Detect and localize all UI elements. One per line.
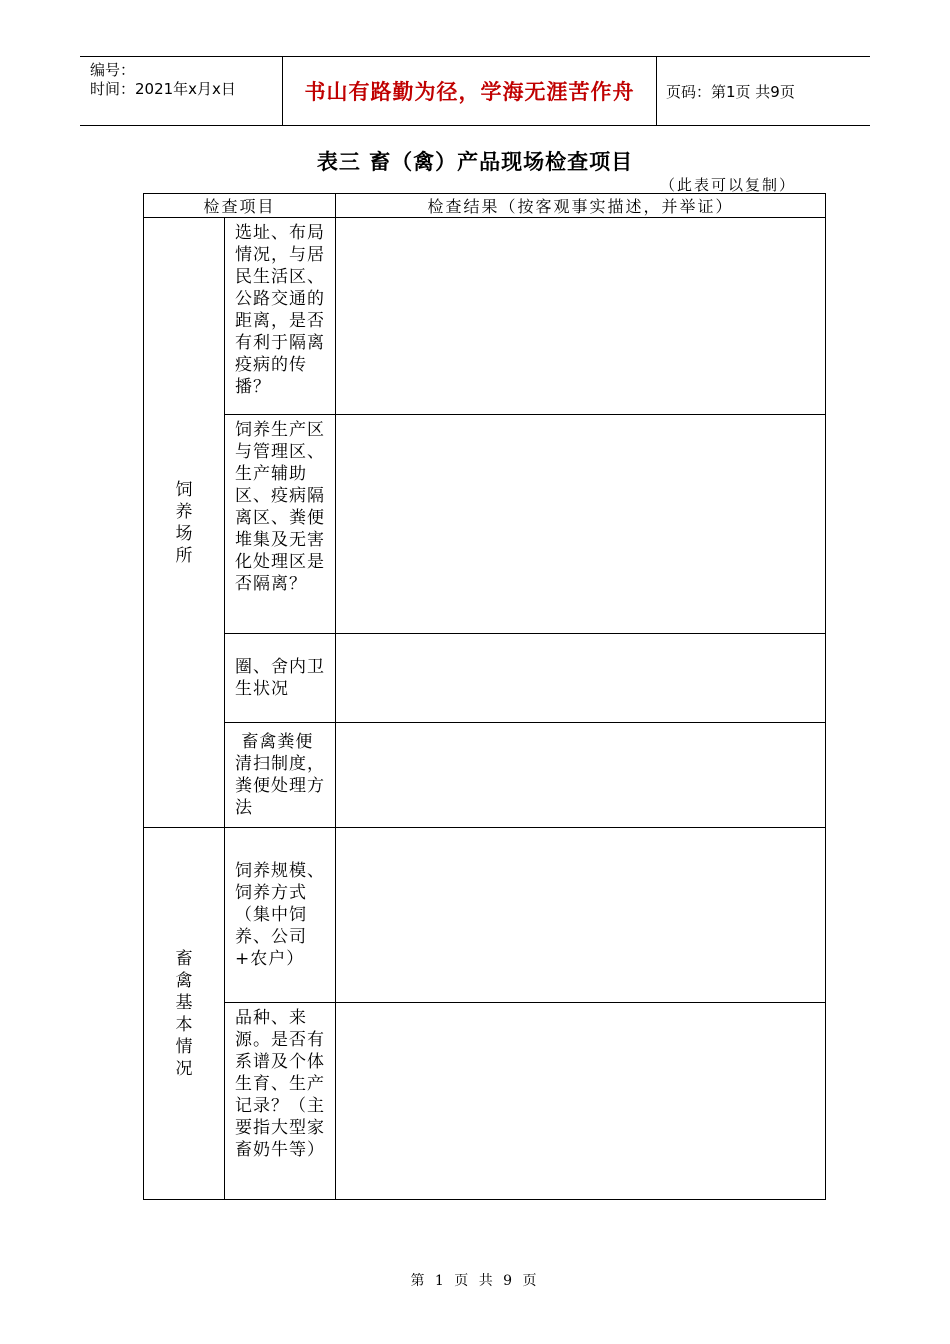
result-cell[interactable] <box>336 634 826 723</box>
header-meta <box>90 61 236 99</box>
item-cell: 选址、布局情况，与居民生活区、公路交通的距离，是否有利于隔离疫病的传播？ <box>225 218 336 415</box>
document-title: 表三 畜（禽）产品现场检查项目 <box>316 150 634 174</box>
category-label: 饲养场所 <box>175 479 193 566</box>
category-label: 畜禽基本情况 <box>175 948 193 1079</box>
table-row <box>144 828 826 1003</box>
item-cell: 饲养生产区与管理区、生产辅助区、疫病隔离区、粪便堆集及无害化处理区是否隔离？ <box>225 415 336 634</box>
table-row <box>144 415 826 634</box>
category-cell <box>144 218 225 828</box>
header-motto: 书山有路勤为径，学海无涯苦作舟 <box>304 80 635 104</box>
result-cell[interactable] <box>336 218 826 415</box>
serial-label: 编号： <box>90 61 136 79</box>
result-cell[interactable] <box>336 828 826 1003</box>
table-row <box>144 1003 826 1200</box>
item-cell: 品种、来源。是否有系谱及个体生育、生产记录？（主要指大型家畜奶牛等） <box>225 1003 336 1200</box>
table-row <box>144 218 826 415</box>
result-cell[interactable] <box>336 723 826 828</box>
column-header-result: 检查结果（按客观事实描述，并举证） <box>336 194 826 218</box>
copy-note: （此表可以复制） <box>660 176 797 194</box>
header-divider-right <box>656 57 657 125</box>
item-cell: 饲养规模、饲养方式（集中饲养、公司+农户） <box>225 828 336 1003</box>
result-cell[interactable] <box>336 415 826 634</box>
item-cell: 圈、舍内卫生状况 <box>225 634 336 723</box>
page-header <box>80 56 870 126</box>
category-cell <box>144 828 225 1200</box>
header-page-info: 页码：第1页 共9页 <box>666 82 795 101</box>
page-footer: 第 1 页 共 9 页 <box>410 1273 540 1289</box>
date-label: 时间：2021年x月x日 <box>90 80 236 98</box>
table-row <box>144 634 826 723</box>
inspection-table <box>143 193 826 1200</box>
item-cell: 畜禽粪便清扫制度，粪便处理方法 <box>225 723 336 828</box>
column-header-item: 检查项目 <box>144 194 336 218</box>
result-cell[interactable] <box>336 1003 826 1200</box>
table-header-row <box>144 194 826 218</box>
table-row <box>144 723 826 828</box>
